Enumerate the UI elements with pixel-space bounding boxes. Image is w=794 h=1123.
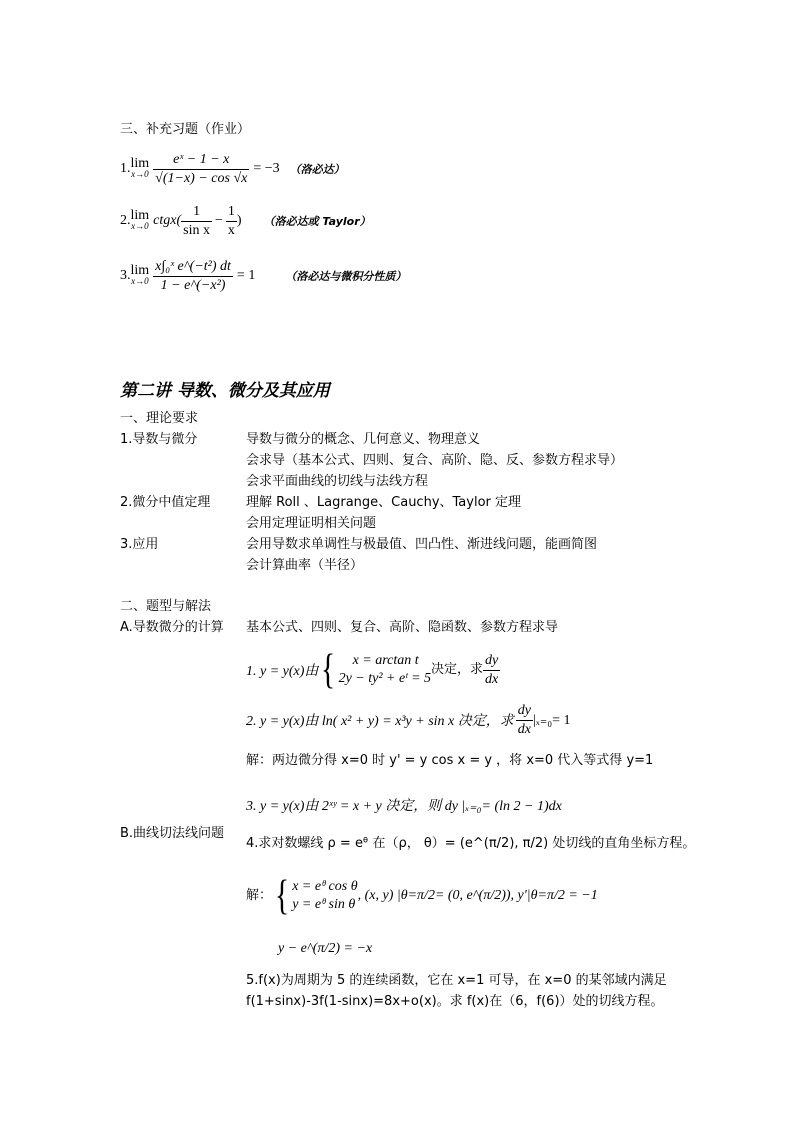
method-note: （洛必达） xyxy=(289,163,345,176)
type-a-label: A.导数微分的计算 xyxy=(120,620,224,635)
method-note: （洛必达与微积分性质） xyxy=(285,270,407,283)
problem-5-line-2: f(1+sinx)-3f(1-sinx)=8x+o(x)。求 f(x)在（6，f(6)）处的切线方程。 xyxy=(246,994,664,1009)
theory-heading: 一、理论要求 xyxy=(120,411,199,426)
dy-dx-fraction: $\frac{dy}{dx}$ xyxy=(485,652,499,687)
parametric-system: x = arctan t 2y − ty² + eᵗ = 5 xyxy=(338,653,432,686)
problem-2 xyxy=(246,700,571,740)
limit-result: = −3 xyxy=(253,161,280,176)
exercise-1 xyxy=(120,150,345,188)
problem-1-post: 决定，求 xyxy=(431,662,484,677)
fraction-one-over-sinx: $\frac{1}{\text{sin x}}$ xyxy=(183,203,210,238)
exercise-index: 1. xyxy=(120,161,131,176)
fraction-one-over-x: $\frac{1}{x}$ xyxy=(227,203,235,238)
solution-result: , (x, y) |θ=π/2= (0, e^(π/2)), y'|θ=π/2 = −1 xyxy=(357,888,598,903)
problem-2-prefix: 2. y = y(x)由 ln( x² + y) = x³y + sin x 决定，求 xyxy=(246,714,514,729)
exercise-index: 3. xyxy=(120,268,131,283)
type-b-label: B.曲线切法线问题 xyxy=(120,826,225,841)
problem-1 xyxy=(246,648,500,692)
solution-prefix: 解： xyxy=(246,888,273,903)
expression-end: ) xyxy=(236,213,242,228)
expression-start: ctgx( xyxy=(153,213,182,228)
theory-line: 会求导（基本公式、四则、复合、高阶、隐、反、参数方程求导） xyxy=(246,453,624,468)
problem-5-line-1: 5.f(x)为周期为 5 的连续函数，它在 x=1 可导，在 x=0 的某邻域内满足 xyxy=(246,973,667,988)
theory-line: 会用导数求单调性与极最值、凹凸性、渐进线问题，能画简图 xyxy=(246,537,598,552)
theory-line: 会求平面曲线的切线与法线方程 xyxy=(246,474,429,489)
problem-1-prefix: 1. y = y(x)由 xyxy=(246,664,319,679)
limit-operator: lim x→0 xyxy=(130,156,150,179)
theory-line: 理解 Roll 、Lagrange、Cauchy、Taylor 定理 xyxy=(246,495,522,510)
limit-operator: lim x→0 xyxy=(130,208,150,231)
problem-4-answer: y − e^(π/2) = −x xyxy=(278,941,373,956)
left-brace-icon: { xyxy=(321,647,336,693)
theory-topic-2: 2.微分中值定理 xyxy=(120,495,211,510)
section-three-heading: 三、补充习题（作业） xyxy=(120,122,251,137)
theory-topic-1: 1.导数与微分 xyxy=(120,432,198,447)
dy-dx-fraction: $\frac{dy}{dx}$ xyxy=(517,702,531,737)
problem-2-result: |ₓ₌₀= 1 xyxy=(533,712,571,728)
problem-4: 4.求对数螺线 ρ = eᶿ 在（ρ， θ）= (e^(π/2), π/2) 处切线的直角坐标方程。 xyxy=(246,836,696,851)
theory-topic-3: 3.应用 xyxy=(120,537,159,552)
theory-line: 导数与微分的概念、几何意义、物理意义 xyxy=(246,432,481,447)
problem-4-solution xyxy=(246,872,598,920)
exercise-index: 2. xyxy=(120,213,131,228)
exercise-2 xyxy=(120,202,371,240)
theory-line: 会用定理证明相关问题 xyxy=(246,516,377,531)
polar-parametric-system: x = eᶿ cos θ y = eᶿ sin θ xyxy=(292,879,358,912)
problem-2-solution: 解：两边微分得 x=0 时 y' = y cos x = y ，将 x=0 代入等式得 y=1 xyxy=(246,753,654,768)
theory-line: 会计算曲率（半径） xyxy=(246,558,364,573)
limit-result: = 1 xyxy=(236,268,256,283)
type-a-description: 基本公式、四则、复合、高阶、隐函数、参数方程求导 xyxy=(246,620,559,635)
minus-sign: − xyxy=(215,213,223,228)
lecture-title: 第二讲 导数、微分及其应用 xyxy=(120,381,330,401)
limit-fraction: $\frac{\text{x∫₀ˣ e\textasciicircum{}(−t²) dt}}{\text{1 − e\textasciicircum{}(−x²)}}$ xyxy=(155,258,231,293)
limit-fraction: $\frac{\text{eˣ − 1 − x}}{√(1-x) - \cos √x}$ xyxy=(155,151,248,186)
method-note: （洛必达或 Taylor） xyxy=(263,215,371,228)
limit-operator: lim x→0 xyxy=(130,263,150,286)
types-heading: 二、题型与解法 xyxy=(120,599,212,614)
exercise-3 xyxy=(120,254,406,298)
problem-3: 3. y = y(x)由 2ˣʸ = x + y 决定，则 dy |ₓ₌₀= (ln 2 − 1)dx xyxy=(246,799,562,814)
left-brace-icon: { xyxy=(275,873,290,919)
